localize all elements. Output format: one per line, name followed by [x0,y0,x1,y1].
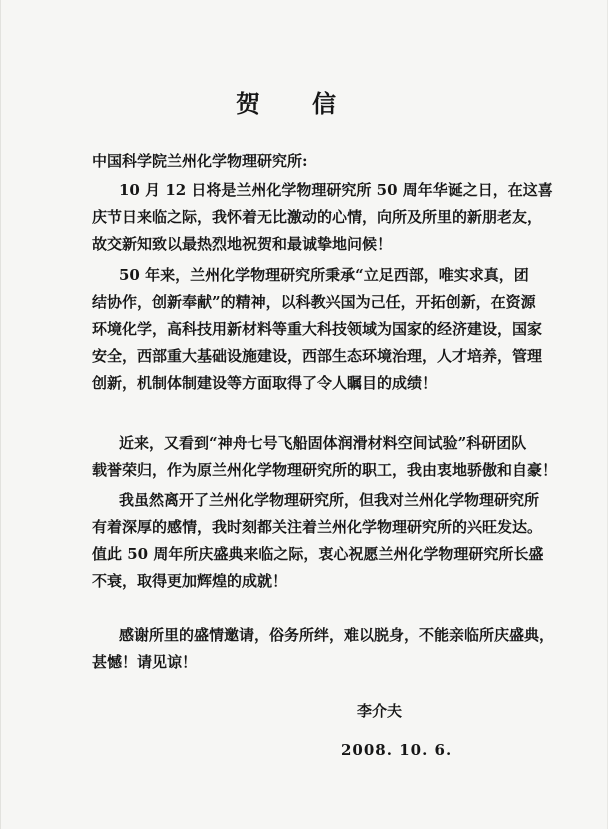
paragraph-closing-apology [92,622,555,676]
paragraph-line: 甚憾！请见谅！ [92,653,198,671]
paragraph-line: 近来，又看到“神舟七号飞船固体润滑材料空间试验”科研团队 [119,434,527,452]
paragraph-line: 我虽然离开了兰州化学物理研究所，但我对兰州化学物理研究所 [119,491,540,509]
paragraph-institute-achievements [92,262,543,397]
paragraph-line: 庆节日来临之际，我怀着无比激动的心情，向所及所里的新朋老友， [92,208,543,226]
paragraph-anniversary-greeting [92,177,553,258]
letter-title: 贺信 [236,89,388,118]
paragraph-line: 不衰，取得更加辉煌的成就！ [92,572,288,590]
letter-date: 2008. 10. 6. [341,741,453,759]
paragraph-line: 50 年来，兰州化学物理研究所秉承“立足西部，唯实求真，团 [119,266,529,284]
paragraph-line: 故交新知致以最热烈地祝贺和最诚挚地问候！ [92,235,393,253]
paragraph-line: 环境化学，高科技用新材料等重大科技领域为国家的经济建设，国家 [92,320,543,338]
paragraph-line: 安全，西部重大基础设施建设，西部生态环境治理，人才培养，管理 [92,347,543,365]
paragraph-line: 载誉荣归，作为原兰州化学物理研究所的职工，我由衷地骄傲和自豪！ [92,461,558,479]
paragraph-personal-wishes [92,487,544,595]
paragraph-line: 10 月 12 日将是兰州化学物理研究所 50 周年华诞之日，在这喜 [119,181,553,199]
paragraph-recent-news [92,430,558,484]
paragraph-line: 结协作，创新奉献”的精神，以科教兴国为己任，开拓创新，在资源 [92,293,536,311]
signature: 李介夫 [357,702,403,720]
paragraph-line: 有着深厚的感情，我时刻都关注着兰州化学物理研究所的兴旺发达。 [92,518,543,536]
paragraph-line: 感谢所里的盛情邀请，俗务所绊，难以脱身，不能亲临所庆盛典， [119,626,555,644]
paragraph-line: 值此 50 周年所庆盛典来临之际，衷心祝愿兰州化学物理研究所长盛 [92,545,544,563]
salutation: 中国科学院兰州化学物理研究所: [92,152,308,170]
paragraph-line: 创新，机制体制建设等方面取得了令人瞩目的成绩！ [92,374,438,392]
